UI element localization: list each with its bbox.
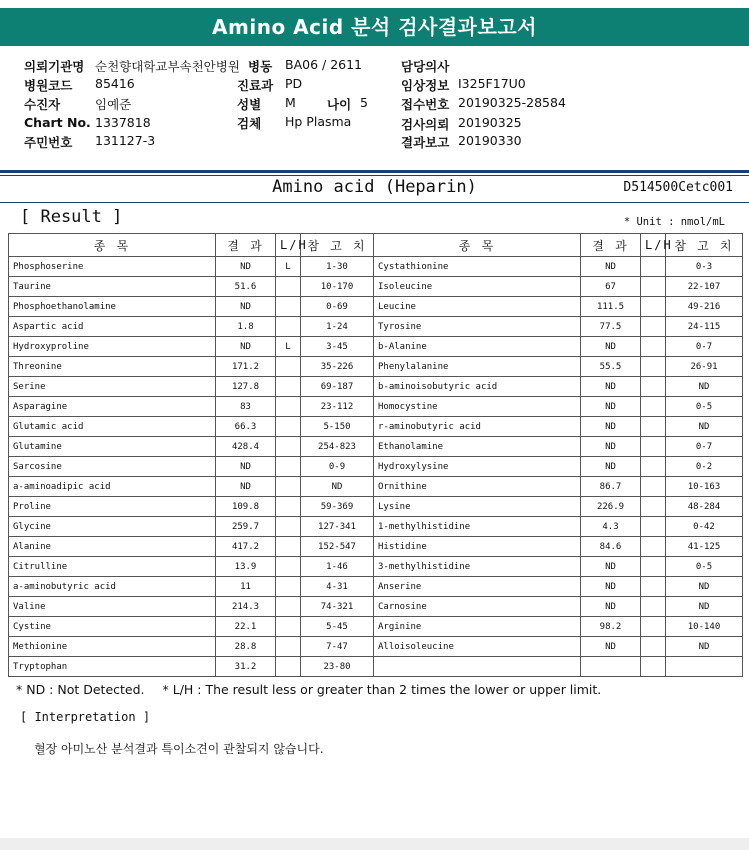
table-cell: 5-45: [301, 617, 374, 637]
table-cell: [641, 297, 666, 317]
table-cell: 83: [216, 397, 276, 417]
table-cell: [276, 377, 301, 397]
table-header-cell: 종 목: [9, 234, 216, 257]
table-cell: 10-140: [666, 617, 743, 637]
table-cell: 1-46: [301, 557, 374, 577]
table-cell: 23-80: [301, 657, 374, 677]
analyte-name-cell: b-aminoisobutyric acid: [374, 377, 581, 397]
table-cell: 0-69: [301, 297, 374, 317]
table-cell: [276, 617, 301, 637]
table-row: [9, 357, 743, 377]
analyte-name-cell: Lysine: [374, 497, 581, 517]
table-row: [9, 557, 743, 577]
analyte-name-cell: 3-methylhistidine: [374, 557, 581, 577]
table-row: [9, 457, 743, 477]
analyte-name-cell: Ornithine: [374, 477, 581, 497]
result-heading: [ Result ]: [20, 207, 123, 227]
table-cell: ND: [666, 597, 743, 617]
table-cell: ND: [216, 477, 276, 497]
table-cell: 417.2: [216, 537, 276, 557]
analyte-name-cell: Alanine: [9, 537, 216, 557]
table-cell: 7-47: [301, 637, 374, 657]
table-cell: [666, 657, 743, 677]
divider-under-subtitle: [0, 202, 749, 203]
table-cell: 26-91: [666, 357, 743, 377]
table-cell: ND: [581, 377, 641, 397]
table-cell: [641, 577, 666, 597]
analyte-name-cell: Serine: [9, 377, 216, 397]
table-cell: 1.8: [216, 317, 276, 337]
table-cell: [276, 517, 301, 537]
table-cell: [276, 477, 301, 497]
table-header-row: [9, 234, 743, 257]
table-header-cell: L/H: [276, 234, 301, 257]
analyte-name-cell: r-aminobutyric acid: [374, 417, 581, 437]
table-row: [9, 277, 743, 297]
table-cell: 254-823: [301, 437, 374, 457]
table-cell: [641, 497, 666, 517]
table-cell: ND: [581, 397, 641, 417]
doctor-label: 담당의사: [401, 59, 450, 74]
table-cell: ND: [581, 417, 641, 437]
table-cell: 41-125: [666, 537, 743, 557]
analyte-name-cell: Leucine: [374, 297, 581, 317]
table-cell: [276, 417, 301, 437]
table-cell: L: [276, 337, 301, 357]
analyte-name-cell: Proline: [9, 497, 216, 517]
table-cell: [641, 357, 666, 377]
table-header-cell: 결 과: [216, 234, 276, 257]
table-cell: [641, 637, 666, 657]
analyte-name-cell: Cystathionine: [374, 257, 581, 277]
table-cell: 22.1: [216, 617, 276, 637]
analyte-name-cell: Alloisoleucine: [374, 637, 581, 657]
analyte-name-cell: Arginine: [374, 617, 581, 637]
table-cell: ND: [581, 437, 641, 457]
table-cell: ND: [581, 597, 641, 617]
table-cell: ND: [216, 257, 276, 277]
table-cell: 0-7: [666, 437, 743, 457]
table-cell: 1-24: [301, 317, 374, 337]
department-value: PD: [285, 76, 303, 91]
table-cell: 4-31: [301, 577, 374, 597]
sex-value: M: [285, 95, 296, 110]
table-cell: [276, 437, 301, 457]
chart-value: 1337818: [95, 115, 151, 130]
id-value: 131127-3: [95, 133, 156, 148]
table-cell: [276, 657, 301, 677]
table-cell: 127-341: [301, 517, 374, 537]
analyte-name-cell: Aspartic acid: [9, 317, 216, 337]
analyte-name-cell: Hydroxylysine: [374, 457, 581, 477]
table-cell: 66.3: [216, 417, 276, 437]
table-row: [9, 577, 743, 597]
table-cell: [276, 317, 301, 337]
table-cell: [641, 517, 666, 537]
divider-thick: [0, 170, 749, 173]
clinical-info-label: 임상정보: [401, 78, 450, 93]
report-value: 20190330: [458, 133, 522, 148]
specimen-label: 검체: [237, 116, 262, 131]
table-cell: 77.5: [581, 317, 641, 337]
table-cell: ND: [216, 457, 276, 477]
request-value: 20190325: [458, 115, 522, 130]
table-cell: 49-216: [666, 297, 743, 317]
table-cell: [581, 657, 641, 677]
analyte-name-cell: Sarcosine: [9, 457, 216, 477]
table-cell: [276, 537, 301, 557]
table-cell: 0-42: [666, 517, 743, 537]
table-cell: [641, 417, 666, 437]
table-row: [9, 377, 743, 397]
analyte-name-cell: Homocystine: [374, 397, 581, 417]
table-row: [9, 437, 743, 457]
table-cell: 4.3: [581, 517, 641, 537]
table-cell: [276, 497, 301, 517]
receipt-value: 20190325-28584: [458, 95, 566, 110]
hospital-code-label: 병원코드: [24, 78, 73, 93]
table-cell: 22-107: [666, 277, 743, 297]
request-label: 검사의뢰: [401, 117, 450, 132]
analyte-name-cell: Glutamic acid: [9, 417, 216, 437]
table-cell: [641, 377, 666, 397]
table-cell: [276, 577, 301, 597]
table-cell: 3-45: [301, 337, 374, 357]
table-cell: 51.6: [216, 277, 276, 297]
table-cell: [276, 357, 301, 377]
table-cell: 428.4: [216, 437, 276, 457]
table-cell: 48-284: [666, 497, 743, 517]
interpretation-text: 혈장 아미노산 분석결과 특이소견이 관찰되지 않습니다.: [34, 742, 324, 756]
analyte-name-cell: Cystine: [9, 617, 216, 637]
divider-thin: [0, 175, 749, 176]
sex-label: 성별: [237, 97, 262, 112]
table-cell: 11: [216, 577, 276, 597]
institution-value: 순천향대학교부속천안병원: [95, 59, 240, 74]
table-cell: ND: [216, 297, 276, 317]
table-cell: 13.9: [216, 557, 276, 577]
interpretation-heading: [ Interpretation ]: [20, 710, 151, 724]
table-cell: 35-226: [301, 357, 374, 377]
department-label: 진료과: [237, 78, 274, 93]
table-cell: ND: [666, 377, 743, 397]
table-cell: [276, 457, 301, 477]
table-cell: 69-187: [301, 377, 374, 397]
table-cell: 86.7: [581, 477, 641, 497]
table-cell: 0-5: [666, 557, 743, 577]
table-row: [9, 517, 743, 537]
table-cell: [641, 537, 666, 557]
analyte-name-cell: Glutamine: [9, 437, 216, 457]
table-row: [9, 297, 743, 317]
table-cell: 171.2: [216, 357, 276, 377]
report-label: 결과보고: [401, 135, 450, 150]
table-cell: 55.5: [581, 357, 641, 377]
table-header-cell: 참 고 치: [666, 234, 743, 257]
table-cell: 0-2: [666, 457, 743, 477]
table-cell: ND: [581, 337, 641, 357]
table-cell: ND: [216, 337, 276, 357]
table-cell: 0-3: [666, 257, 743, 277]
table-cell: [641, 397, 666, 417]
analyte-name-cell: Histidine: [374, 537, 581, 557]
test-code: D514500Cetc001: [623, 180, 733, 195]
table-cell: [641, 277, 666, 297]
table-row: [9, 497, 743, 517]
table-cell: 111.5: [581, 297, 641, 317]
table-row: [9, 617, 743, 637]
report-title: Amino Acid 분석 검사결과보고서: [0, 8, 749, 46]
table-row: [9, 637, 743, 657]
table-cell: 74-321: [301, 597, 374, 617]
table-cell: ND: [581, 457, 641, 477]
table-cell: 23-112: [301, 397, 374, 417]
age-label: 나이: [327, 97, 352, 112]
analyte-name-cell: [374, 657, 581, 677]
test-subtitle: Amino acid (Heparin): [272, 177, 477, 197]
analyte-name-cell: Valine: [9, 597, 216, 617]
clinical-info-value: I325F17U0: [458, 76, 526, 91]
table-cell: [641, 657, 666, 677]
analyte-name-cell: Citrulline: [9, 557, 216, 577]
analyte-name-cell: Ethanolamine: [374, 437, 581, 457]
table-cell: ND: [666, 637, 743, 657]
table-row: [9, 337, 743, 357]
analyte-name-cell: Carnosine: [374, 597, 581, 617]
table-cell: 98.2: [581, 617, 641, 637]
table-row: [9, 657, 743, 677]
analyte-name-cell: Phosphoethanolamine: [9, 297, 216, 317]
table-cell: ND: [301, 477, 374, 497]
receipt-label: 접수번호: [401, 97, 450, 112]
analyte-name-cell: Taurine: [9, 277, 216, 297]
patient-info: [0, 55, 749, 151]
table-cell: ND: [581, 637, 641, 657]
analyte-name-cell: Glycine: [9, 517, 216, 537]
table-cell: [641, 457, 666, 477]
footnote-nd: * ND : Not Detected.: [16, 682, 145, 697]
table-cell: [276, 297, 301, 317]
table-cell: ND: [581, 257, 641, 277]
table-row: [9, 397, 743, 417]
table-cell: [276, 277, 301, 297]
analyte-name-cell: Phenylalanine: [374, 357, 581, 377]
analyte-name-cell: Threonine: [9, 357, 216, 377]
bottom-strip: [0, 838, 749, 850]
table-cell: 31.2: [216, 657, 276, 677]
table-row: [9, 597, 743, 617]
table-cell: [641, 437, 666, 457]
analyte-name-cell: a-aminobutyric acid: [9, 577, 216, 597]
table-header-cell: L/H: [641, 234, 666, 257]
analyte-name-cell: b-Alanine: [374, 337, 581, 357]
table-cell: [276, 557, 301, 577]
id-label: 주민번호: [24, 135, 73, 150]
table-cell: L: [276, 257, 301, 277]
analyte-name-cell: Tyrosine: [374, 317, 581, 337]
table-header-cell: 참 고 치: [301, 234, 374, 257]
table-header-cell: 결 과: [581, 234, 641, 257]
table-cell: 28.8: [216, 637, 276, 657]
chart-label: Chart No.: [24, 115, 91, 130]
table-cell: ND: [666, 577, 743, 597]
table-cell: 109.8: [216, 497, 276, 517]
table-cell: [641, 477, 666, 497]
ward-label: 병동: [248, 59, 273, 74]
age-value: 5: [360, 95, 368, 110]
table-cell: [641, 257, 666, 277]
table-cell: 152-547: [301, 537, 374, 557]
table-row: [9, 257, 743, 277]
table-cell: [641, 337, 666, 357]
table-cell: 127.8: [216, 377, 276, 397]
table-cell: 259.7: [216, 517, 276, 537]
footnote-lh: * L/H : The result less or greater than 2 times the lower or upper limit.: [162, 682, 602, 697]
table-cell: 226.9: [581, 497, 641, 517]
table-cell: [276, 637, 301, 657]
analyte-name-cell: Methionine: [9, 637, 216, 657]
table-cell: [641, 557, 666, 577]
analyte-name-cell: Hydroxyproline: [9, 337, 216, 357]
table-cell: 0-7: [666, 337, 743, 357]
ward-value: BA06 / 2611: [285, 57, 363, 72]
table-row: [9, 537, 743, 557]
analyte-name-cell: Anserine: [374, 577, 581, 597]
analyte-name-cell: Asparagine: [9, 397, 216, 417]
unit-note: * Unit : nmol/mL: [623, 216, 725, 228]
table-header-cell: 종 목: [374, 234, 581, 257]
table-row: [9, 417, 743, 437]
analyte-name-cell: a-aminoadipic acid: [9, 477, 216, 497]
table-cell: [276, 397, 301, 417]
table-cell: 5-150: [301, 417, 374, 437]
table-cell: 214.3: [216, 597, 276, 617]
analyte-name-cell: Tryptophan: [9, 657, 216, 677]
table-cell: 67: [581, 277, 641, 297]
patient-label: 수진자: [24, 97, 61, 112]
table-cell: ND: [581, 577, 641, 597]
table-cell: 0-9: [301, 457, 374, 477]
table-cell: 1-30: [301, 257, 374, 277]
specimen-value: Hp Plasma: [285, 114, 352, 129]
table-cell: 59-369: [301, 497, 374, 517]
table-cell: [641, 597, 666, 617]
table-cell: [276, 597, 301, 617]
table-cell: [641, 617, 666, 637]
table-cell: [641, 317, 666, 337]
institution-label: 의뢰기관명: [24, 59, 85, 74]
table-cell: 10-163: [666, 477, 743, 497]
patient-value: 임예준: [95, 97, 132, 112]
table-cell: 0-5: [666, 397, 743, 417]
table-cell: 84.6: [581, 537, 641, 557]
results-table: [8, 233, 743, 677]
analyte-name-cell: 1-methylhistidine: [374, 517, 581, 537]
hospital-code-value: 85416: [95, 76, 135, 91]
table-cell: 10-170: [301, 277, 374, 297]
table-row: [9, 477, 743, 497]
table-cell: ND: [581, 557, 641, 577]
table-row: [9, 317, 743, 337]
analyte-name-cell: Phosphoserine: [9, 257, 216, 277]
analyte-name-cell: Isoleucine: [374, 277, 581, 297]
table-cell: 24-115: [666, 317, 743, 337]
table-cell: ND: [666, 417, 743, 437]
footnotes: [16, 682, 615, 697]
